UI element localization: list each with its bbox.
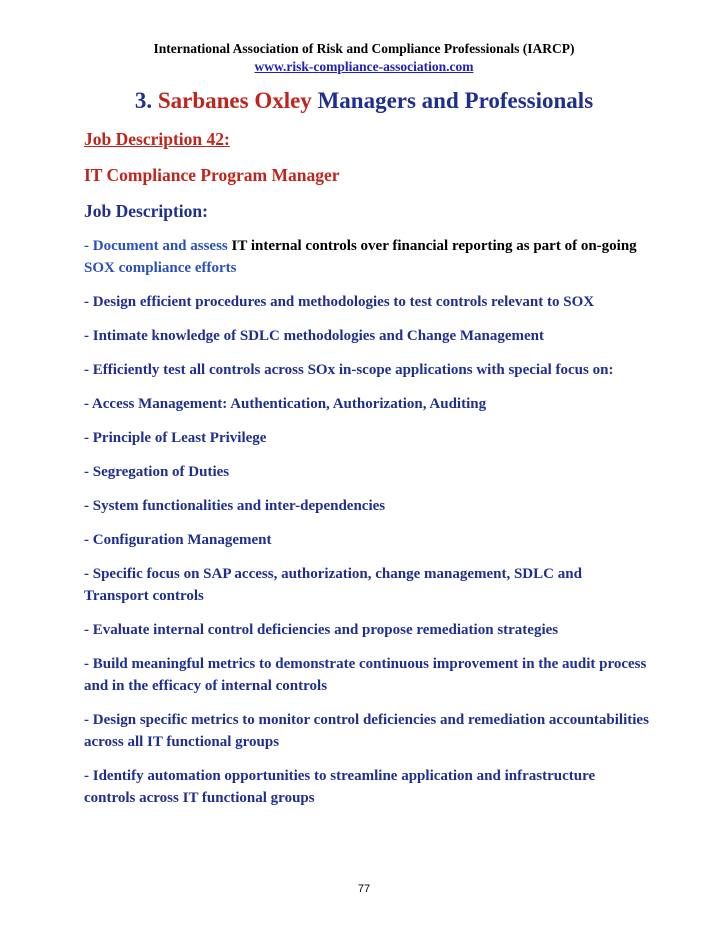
organization-name: International Association of Risk and Compliance Professionals (IARCP) xyxy=(153,41,575,56)
list-item: - Configuration Management xyxy=(84,532,272,548)
section-number: 3. xyxy=(134,88,153,113)
list-item: - Intimate knowledge of SDLC methodologies and Change Management xyxy=(84,328,545,344)
section-title-rest: Managers and Professionals xyxy=(317,88,594,113)
list-item: - Principle of Least Privilege xyxy=(84,430,267,446)
job-description-body xyxy=(84,128,650,821)
section-title-highlight: Sarbanes Oxley xyxy=(157,88,312,113)
list-item: - Evaluate internal control deficiencies and propose remediation strategies xyxy=(84,622,559,638)
section-title xyxy=(0,88,728,114)
list-item-middle: IT internal controls over financial reporting as part of on-going xyxy=(231,238,637,254)
website-link[interactable]: www.risk-compliance-association.com xyxy=(254,59,474,74)
list-item-lead: - Document and assess xyxy=(84,238,228,254)
list-item: - Specific focus on SAP access, authorization, change management, SDLC and Transport controls xyxy=(84,566,582,604)
list-item: - Access Management: Authentication, Authorization, Auditing xyxy=(84,396,487,412)
page-number: 77 xyxy=(357,883,371,895)
list-item: - Segregation of Duties xyxy=(84,464,230,480)
list-item: - Design efficient procedures and methodologies to test controls relevant to SOX xyxy=(84,294,595,310)
job-title: IT Compliance Program Manager xyxy=(84,165,340,185)
list-item: - Identify automation opportunities to streamline application and infrastructure controls across IT functional groups xyxy=(84,768,596,806)
list-item: - System functionalities and inter-dependencies xyxy=(84,498,386,514)
list-item: - Design specific metrics to monitor control deficiencies and remediation accountabilities across all IT functional groups xyxy=(84,712,649,750)
job-description-number: Job Description 42: xyxy=(84,129,230,149)
job-description-label: Job Description: xyxy=(84,201,208,221)
list-item xyxy=(84,235,650,279)
page-header xyxy=(0,40,728,76)
list-item: - Efficiently test all controls across SOx in-scope applications with special focus on: xyxy=(84,362,614,378)
list-item-tail: SOX compliance efforts xyxy=(84,260,237,276)
list-item: - Build meaningful metrics to demonstrate continuous improvement in the audit process and in the efficacy of internal controls xyxy=(84,656,647,694)
